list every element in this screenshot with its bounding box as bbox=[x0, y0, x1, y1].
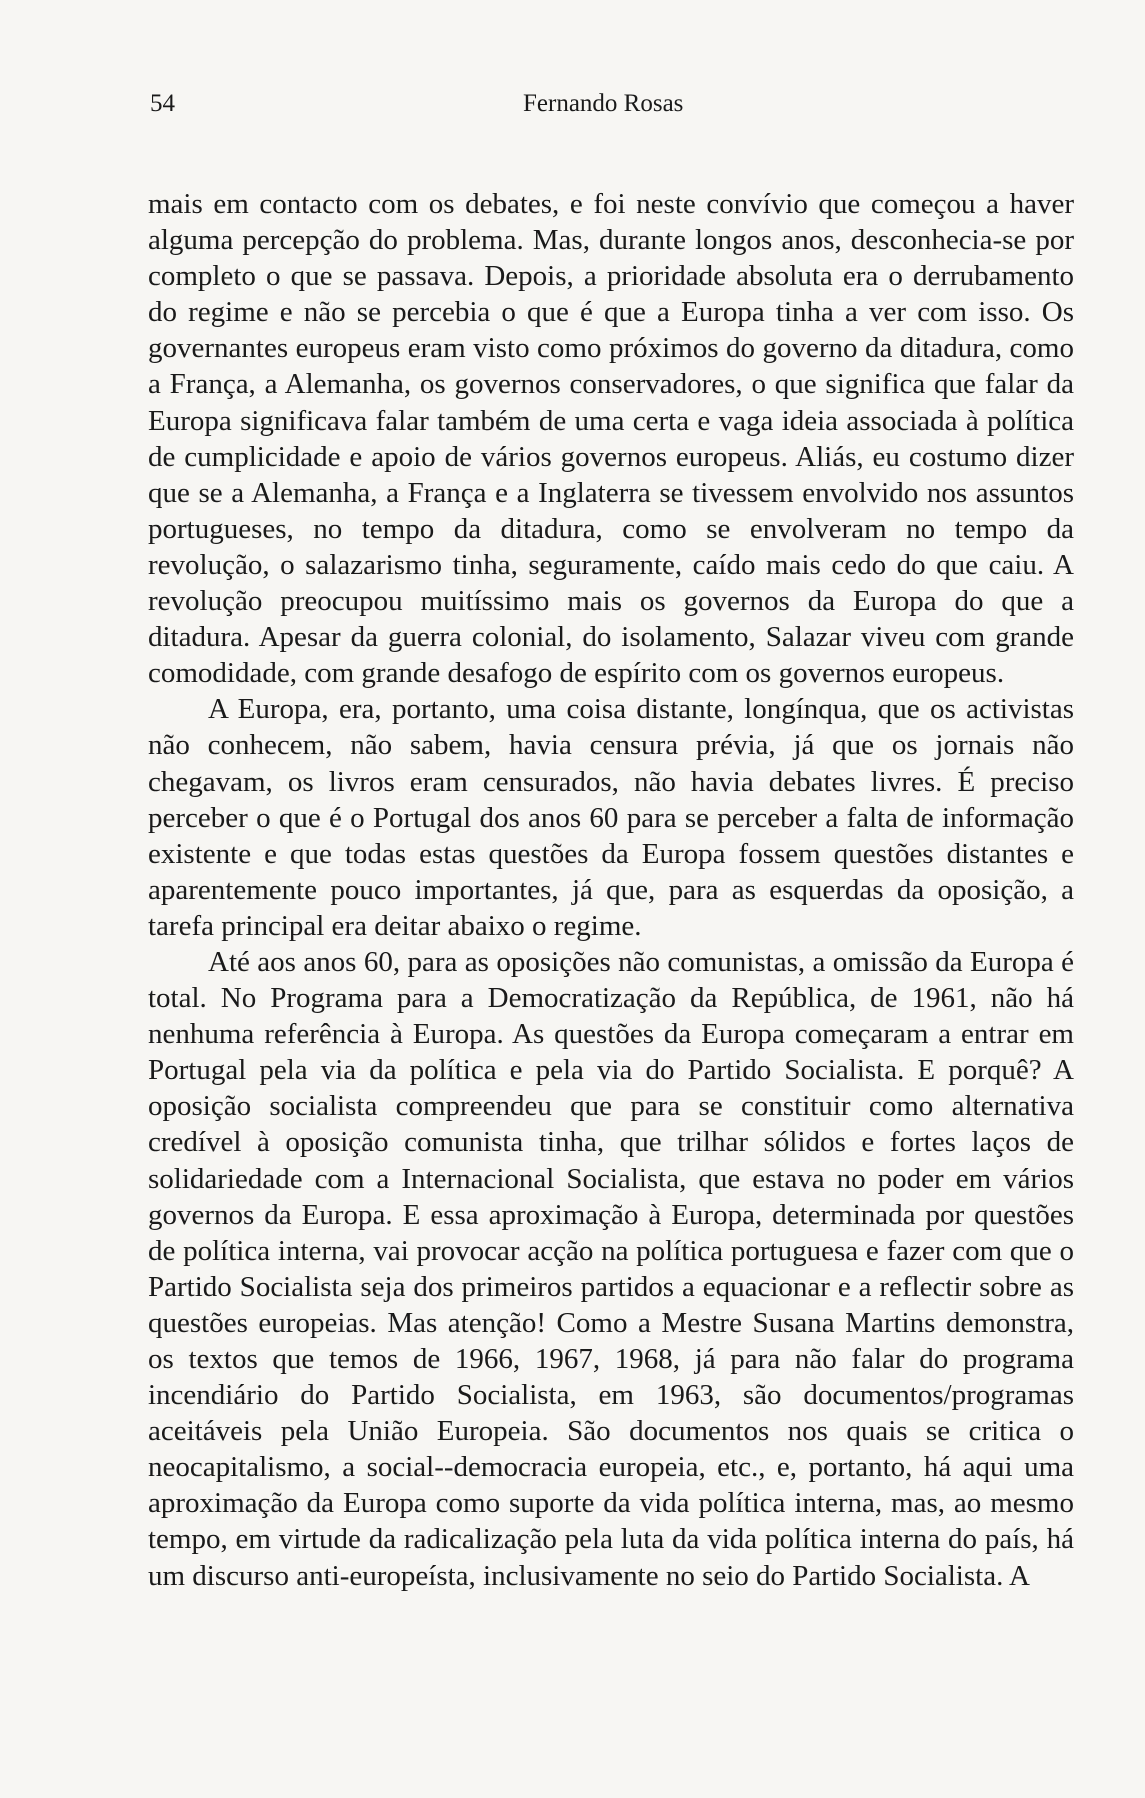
body-text bbox=[148, 186, 1074, 1594]
paragraph-2: A Europa, era, portanto, uma coisa distante, longínqua, que os activistas não conhecem, não sabem, havia censura prévia, já que os jornais não chegavam, os livros eram censurados, não havia debates livres. É preciso perceber o que é o Portugal dos anos 60 para se perceber a falta de informação existente e que todas estas questões da Europa fossem questões distantes e aparentemente pouco importantes, já que, para as esquerdas da oposição, a tarefa principal era deitar abaixo o regime. bbox=[148, 693, 1074, 942]
paragraph-1: mais em contacto com os debates, e foi neste convívio que começou a haver alguma percepção do problema. Mas, durante longos anos, desconhecia-se por completo o que se passava. Depois, a prioridade absoluta era o derrubamento do regime e não se percebia o que é que a Europa tinha a ver com isso. Os governantes europeus eram visto como próximos do governo da ditadura, como a França, a Alemanha, os governos conservadores, o que significa que falar da Europa significava falar também de uma certa e vaga ideia associada à política de cumplicidade e apoio de vários governos europeus. Aliás, eu costumo dizer que se a Alemanha, a França e a Inglaterra se tivessem envolvido nos assuntos portugueses, no tempo da ditadura, como se envolveram no tempo da revolução, o salazarismo tinha, seguramente, caído mais cedo do que caiu. A revolução preocupou muitíssimo mais os governos da Europa do que a ditadura. Apesar da guerra colonial, do isolamento, Salazar viveu com grande comodidade, com grande desafogo de espírito com os governos europeus. bbox=[148, 188, 1074, 690]
page-header bbox=[150, 84, 970, 124]
running-head-author: Fernando Rosas bbox=[523, 90, 684, 117]
page-number: 54 bbox=[150, 90, 175, 117]
paragraph-3: Até aos anos 60, para as oposições não comunistas, a omissão da Europa é total. No Programa para a Democratização da República, de 1961, não há nenhuma referência à Europa. As questões da Europa começaram a entrar em Portugal pela via da política e pela via do Partido Socialista. E porquê? A oposição socialista compreendeu que para se constituir como alternativa credível à oposição comunista tinha, que trilhar sólidos e fortes laços de solidariedade com a Internacional Socialista, que estava no poder em vários governos da Europa. E essa aproximação à Europa, determinada por questões de política interna, vai provocar acção na política portuguesa e fazer com que o Partido Socialista seja dos primeiros partidos a equacionar e a reflectir sobre as questões europeias. Mas atenção! Como a Mestre Susana Martins demonstra, os textos que temos de 1966, 1967, 1968, já para não falar do programa incendiário do Partido Socialista, em 1963, são documentos/programas aceitáveis pela União Europeia. São documentos nos quais se critica o neocapitalismo, a social--democracia europeia, etc., e, portanto, há aqui uma aproximação da Europa como suporte da vida política interna, mas, ao mesmo tempo, em virtude da radicalização pela luta da vida política interna do país, há um discurso anti-europeísta, inclusivamente no seio do Partido Socialista. A bbox=[148, 945, 1074, 1592]
